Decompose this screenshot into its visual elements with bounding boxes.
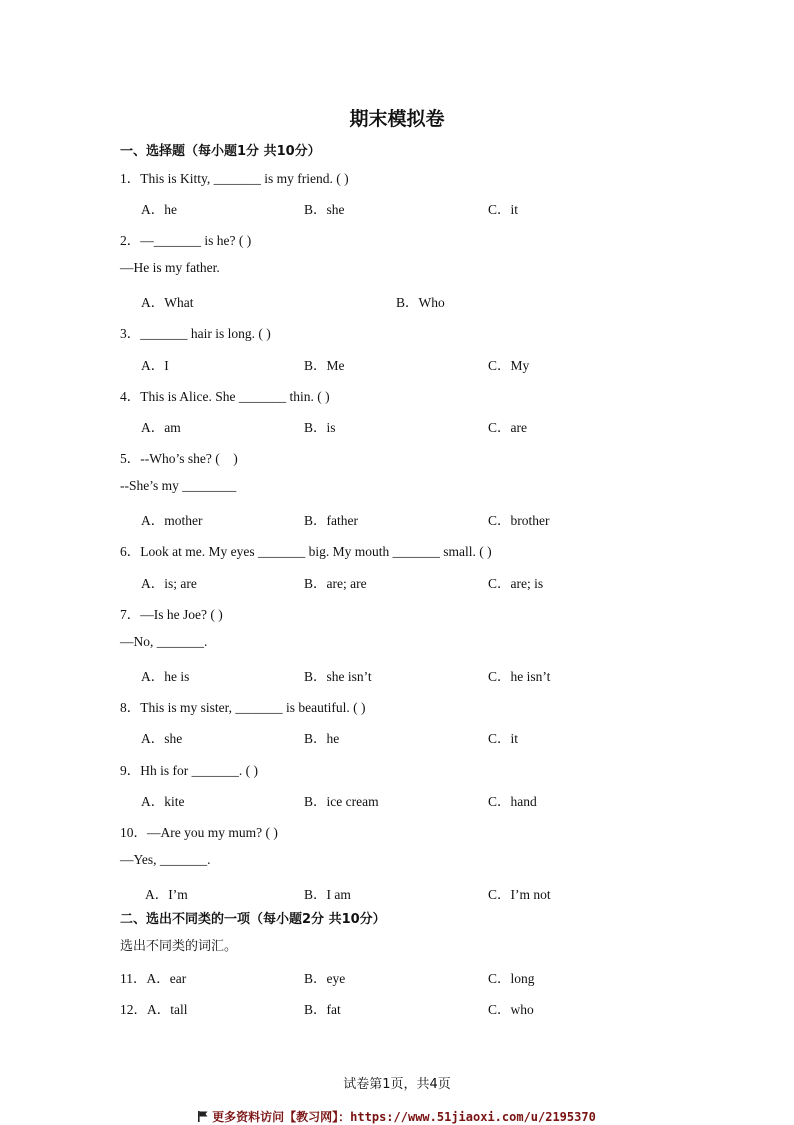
- question-4-option-c: C．are: [488, 420, 527, 435]
- question-2-option-b: B．Who: [396, 295, 445, 310]
- question-10-option-b: B．I am: [304, 887, 351, 902]
- question-7-line2: —No, _______.: [120, 634, 208, 649]
- question-3-option-c: C．My: [488, 358, 530, 373]
- question-5-option-b: B．father: [304, 513, 358, 528]
- question-9-option-c: C．hand: [488, 794, 537, 809]
- question-10-stem: 10．—Are you my mum? ( ): [120, 825, 278, 840]
- flag-icon: [198, 1111, 208, 1125]
- question-1-option-b: B．she: [304, 202, 345, 217]
- question-10-option-c: C．I’m not: [488, 887, 551, 902]
- question-2-stem: 2．—_______ is he? ( ): [120, 233, 252, 248]
- question-11-option-a: 11．A．ear: [120, 971, 187, 986]
- question-6-option-b: B．are; are: [304, 576, 367, 591]
- question-6-stem: 6．Look at me. My eyes _______ big. My mouth _______ small. ( ): [120, 544, 492, 559]
- question-3-option-b: B．Me: [304, 358, 345, 373]
- question-8-option-a: A．she: [141, 731, 183, 746]
- question-2-line2: —He is my father.: [120, 260, 220, 275]
- question-4-option-b: B．is: [304, 420, 336, 435]
- question-9-option-b: B．ice cream: [304, 794, 379, 809]
- question-9-stem: 9．Hh is for _______. ( ): [120, 763, 258, 778]
- question-7-option-b: B．she isn’t: [304, 669, 372, 684]
- question-7-option-c: C．he isn’t: [488, 669, 551, 684]
- question-10-line2: —Yes, _______.: [120, 852, 211, 867]
- question-4-option-a: A．am: [141, 420, 181, 435]
- question-7-option-a: A．he is: [141, 669, 190, 684]
- question-5-option-c: C．brother: [488, 513, 550, 528]
- question-2-option-a: A．What: [141, 295, 194, 310]
- question-8-stem: 8．This is my sister, _______ is beautiful. ( ): [120, 700, 366, 715]
- section-2-instruction: 选出不同类的词汇。: [120, 939, 238, 954]
- question-11-option-b: B．eye: [304, 971, 346, 986]
- question-3-option-a: A．I: [141, 358, 169, 373]
- question-11-option-c: C．long: [488, 971, 535, 986]
- question-9-option-a: A．kite: [141, 794, 185, 809]
- question-5-option-a: A．mother: [141, 513, 203, 528]
- page-title: 期末模拟卷: [349, 108, 445, 130]
- question-6-option-a: A．is; are: [141, 576, 197, 591]
- question-12-option-b: B．fat: [304, 1002, 341, 1017]
- question-6-option-c: C．are; is: [488, 576, 544, 591]
- question-8-option-c: C．it: [488, 731, 519, 746]
- resource-link-text[interactable]: 更多资料访问【教习网】：https://www.51jiaoxi.com/u/2195370: [212, 1110, 596, 1124]
- resource-link[interactable]: [0, 1108, 794, 1125]
- question-1-stem: 1．This is Kitty, _______ is my friend. ( ): [120, 171, 349, 186]
- question-12-option-c: C．who: [488, 1002, 534, 1017]
- section-heading-2: 二、选出不同类的一项（每小题2分 共10分）: [120, 912, 386, 927]
- section-heading-1: 一、选择题（每小题1分 共10分）: [120, 144, 321, 159]
- question-1-option-c: C．it: [488, 202, 519, 217]
- question-12-option-a: 12．A．tall: [120, 1002, 188, 1017]
- question-1-option-a: A．he: [141, 202, 177, 217]
- question-7-stem: 7．—Is he Joe? ( ): [120, 607, 223, 622]
- question-10-option-a: A．I’m: [145, 887, 188, 902]
- question-3-stem: 3．_______ hair is long. ( ): [120, 326, 271, 341]
- page-number: 试卷第1页，共4页: [343, 1077, 451, 1092]
- question-5-stem: 5．--Who’s she? ( ): [120, 451, 238, 466]
- question-8-option-b: B．he: [304, 731, 340, 746]
- question-5-line2: --She’s my ________: [120, 478, 237, 493]
- question-4-stem: 4．This is Alice. She _______ thin. ( ): [120, 389, 330, 404]
